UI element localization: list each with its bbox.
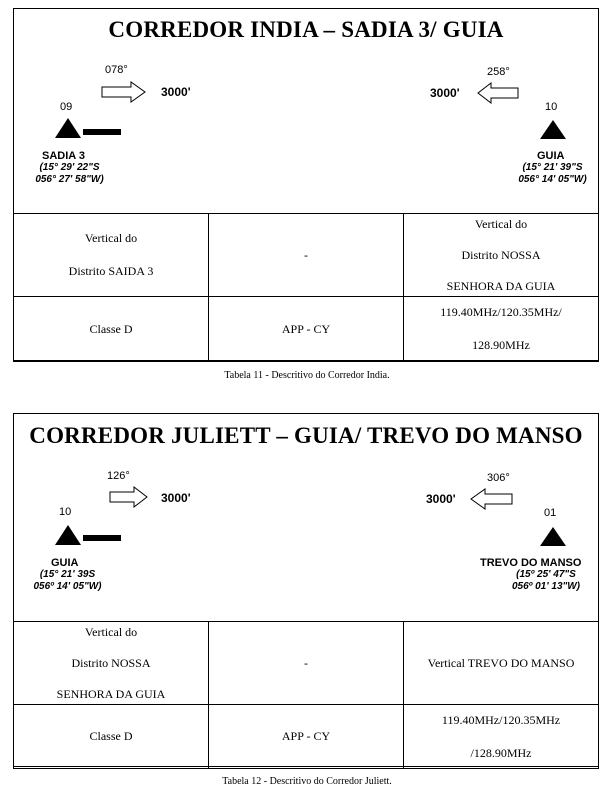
- cell-line: 119.40MHz/120.35MHz: [441, 712, 561, 727]
- right-heading: 258°: [487, 66, 510, 78]
- table-cell: APP - CY: [209, 297, 404, 362]
- triangle-icon: [539, 119, 567, 140]
- arrow-right-icon: [101, 81, 147, 103]
- left-point-name: SADIA 3: [42, 150, 85, 162]
- right-altitude: 3000': [430, 86, 460, 100]
- cell-line: Vertical do: [474, 216, 528, 231]
- left-altitude: 3000': [161, 85, 191, 99]
- table-cell: -: [209, 214, 404, 297]
- cell-line: /128.90MHz: [470, 745, 532, 760]
- table-row: [14, 705, 599, 769]
- cell-line: SENHORA DA GUIA: [56, 686, 166, 701]
- cell-line: Distrito NOSSA: [71, 655, 151, 670]
- right-point-number: 10: [545, 101, 558, 113]
- table-row: [14, 214, 599, 297]
- left-heading: 126°: [107, 470, 130, 482]
- cell-line: 119.40MHz/120.35MHz/: [440, 305, 562, 319]
- arrow-right-icon: [109, 486, 149, 508]
- runway-bar: [83, 129, 121, 135]
- runway-bar: [83, 535, 121, 541]
- cell-line: SENHORA DA GUIA: [446, 278, 556, 293]
- table-cell: [404, 297, 599, 362]
- left-heading: 078°: [105, 64, 128, 76]
- right-coordinates: [505, 162, 600, 186]
- arrow-left-icon: [477, 82, 519, 104]
- right-lon: 056º 01' 13"W): [511, 581, 581, 592]
- table-cell: APP - CY: [209, 705, 404, 769]
- table-caption: Tabela 11 - Descritivo do Corredor India.: [224, 370, 390, 381]
- table-cell: [14, 622, 209, 705]
- left-lat: (15° 21' 39S: [39, 569, 96, 580]
- cell-line: Distrito SAIDA 3: [68, 264, 154, 278]
- left-altitude: 3000': [161, 491, 191, 505]
- triangle-icon: [539, 526, 567, 547]
- triangle-icon: [54, 524, 82, 546]
- table-cell: [404, 214, 599, 297]
- left-point-number: 09: [60, 101, 73, 113]
- arrow-left-icon: [469, 488, 513, 510]
- left-lon: 056° 27' 58"W): [35, 174, 104, 185]
- corridor-table: [13, 213, 599, 362]
- table-cell: Classe D: [14, 705, 209, 769]
- right-point-name: TREVO DO MANSO: [480, 557, 582, 569]
- cell-line: Vertical do: [84, 624, 138, 639]
- cell-line: Distrito NOSSA: [461, 247, 541, 262]
- left-coordinates: [20, 569, 115, 593]
- left-lon: 056º 14' 05"W): [33, 581, 102, 592]
- corridor-title: CORREDOR INDIA – SADIA 3/ GUIA: [108, 17, 504, 42]
- table-row: [14, 297, 599, 362]
- table-cell: [404, 622, 599, 705]
- table-caption: Tabela 12 - Descritivo do Corredor Juliett.: [222, 776, 392, 787]
- left-point-number: 10: [59, 506, 72, 518]
- corridor-table: [13, 621, 599, 769]
- right-point-number: 01: [544, 507, 557, 519]
- cell-line: Vertical TREVO DO MANSO: [427, 655, 575, 670]
- left-point-name: GUIA: [51, 557, 79, 569]
- corridor-title: CORREDOR JULIETT – GUIA/ TREVO DO MANSO: [29, 423, 583, 448]
- right-point-name: GUIA: [537, 150, 565, 162]
- table-cell: Classe D: [14, 297, 209, 362]
- corridor-india-box: [13, 8, 599, 361]
- corridor-juliett-box: [13, 413, 599, 767]
- cell-line: Vertical do: [84, 231, 138, 245]
- right-heading: 306°: [487, 472, 510, 484]
- right-altitude: 3000': [426, 492, 456, 506]
- right-coordinates: [496, 569, 596, 593]
- cell-line: 128.90MHz: [472, 338, 530, 352]
- left-lat: (15° 29' 22"S: [39, 162, 100, 173]
- left-coordinates: [22, 162, 117, 186]
- table-row: [14, 622, 599, 705]
- table-cell: -: [209, 622, 404, 705]
- right-lat: (15º 25' 47"S: [516, 569, 576, 580]
- triangle-icon: [54, 117, 82, 139]
- table-cell: [14, 214, 209, 297]
- right-lat: (15° 21' 39"S: [522, 162, 583, 173]
- right-lon: 056° 14' 05"W): [518, 174, 587, 185]
- table-cell: [404, 705, 599, 769]
